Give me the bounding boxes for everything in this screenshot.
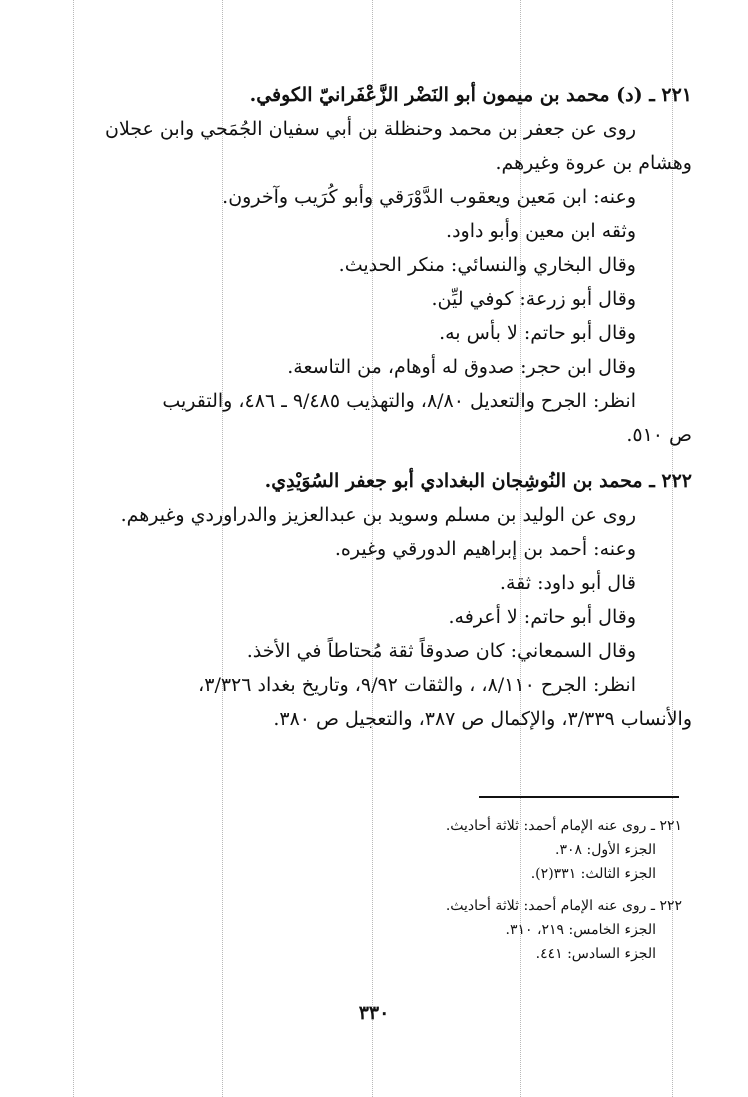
main-text: [80, 78, 692, 736]
text-line: وقال أبو حاتم: لا بأس به.: [439, 322, 636, 344]
text-line: وقال أبو زرعة: كوفي ليِّن.: [431, 288, 636, 310]
entry-heading: ٢٢٢ ـ محمد بن النُوشِجان البغدادي أبو جعفر السُوَيْدِي.: [264, 470, 692, 492]
text-line: وقال ابن حجر: صدوق له أوهام، من التاسعة.: [287, 356, 636, 378]
text-line: قال أبو داود: ثقة.: [499, 572, 636, 594]
footnote-line: الجزء الخامس: ٢١٩، ٣١٠.: [505, 922, 656, 938]
footnote-heading: ٢٢٢ ـ روى عنه الإمام أحمد: ثلاثة أحاديث.: [445, 898, 682, 914]
reference-line: ص ٥١٠.: [626, 424, 692, 446]
reference-line: انظر: الجرح والتعديل ٨/٨٠، والتهذيب ٩/٤٨٥ ـ ٤٨٦، والتقريب: [162, 390, 636, 412]
text-line: روى عن جعفر بن محمد وحنظلة بن أبي سفيان الجُمَحي وابن عجلان: [104, 118, 636, 140]
text-line: وثقه ابن معين وأبو داود.: [446, 220, 636, 242]
reference-line: انظر: الجرح ٨/١١٠، ، والثقات ٩/٩٢، وتاريخ بغداد ٣/٣٢٦،: [198, 674, 636, 696]
text-line: وقال أبو حاتم: لا أعرفه.: [448, 606, 636, 628]
footnote-line: الجزء الثالث: ٣٣١(٢).: [530, 866, 656, 882]
footnote-separator: [479, 796, 679, 798]
reference-line: والأنساب ٣/٣٣٩، والإكمال ص ٣٨٧، والتعجيل ص ٣٨٠.: [273, 708, 692, 730]
footnotes: [200, 814, 682, 966]
footnote-line: الجزء الأول: ٣٠٨.: [555, 842, 656, 858]
text-line: وعنه: أحمد بن إبراهيم الدورقي وغيره.: [334, 538, 636, 560]
text-line: وقال السمعاني: كان صدوقاً ثقة مُحتاطاً في الأخذ.: [246, 640, 636, 662]
footnote-heading: ٢٢١ ـ روى عنه الإمام أحمد: ثلاثة أحاديث.: [445, 818, 682, 834]
text-line: وهشام بن عروة وغيرهم.: [495, 152, 692, 174]
text-line: وعنه: ابن مَعين ويعقوب الدَّوْرَقي وأبو كُرَيب وآخرون.: [222, 186, 636, 208]
text-line: روى عن الوليد بن مسلم وسويد بن عبدالعزيز والدراوردي وغيرهم.: [120, 504, 636, 526]
footnote-line: الجزء السادس: ٤٤١.: [535, 946, 656, 962]
page-number: ٣٣٠: [358, 1002, 390, 1024]
entry-heading: ٢٢١ ـ (د) محمد بن ميمون أبو النَضْر الزَّعْفَرانيّ الكوفي.: [249, 84, 692, 106]
text-line: وقال البخاري والنسائي: منكر الحديث.: [338, 254, 636, 276]
